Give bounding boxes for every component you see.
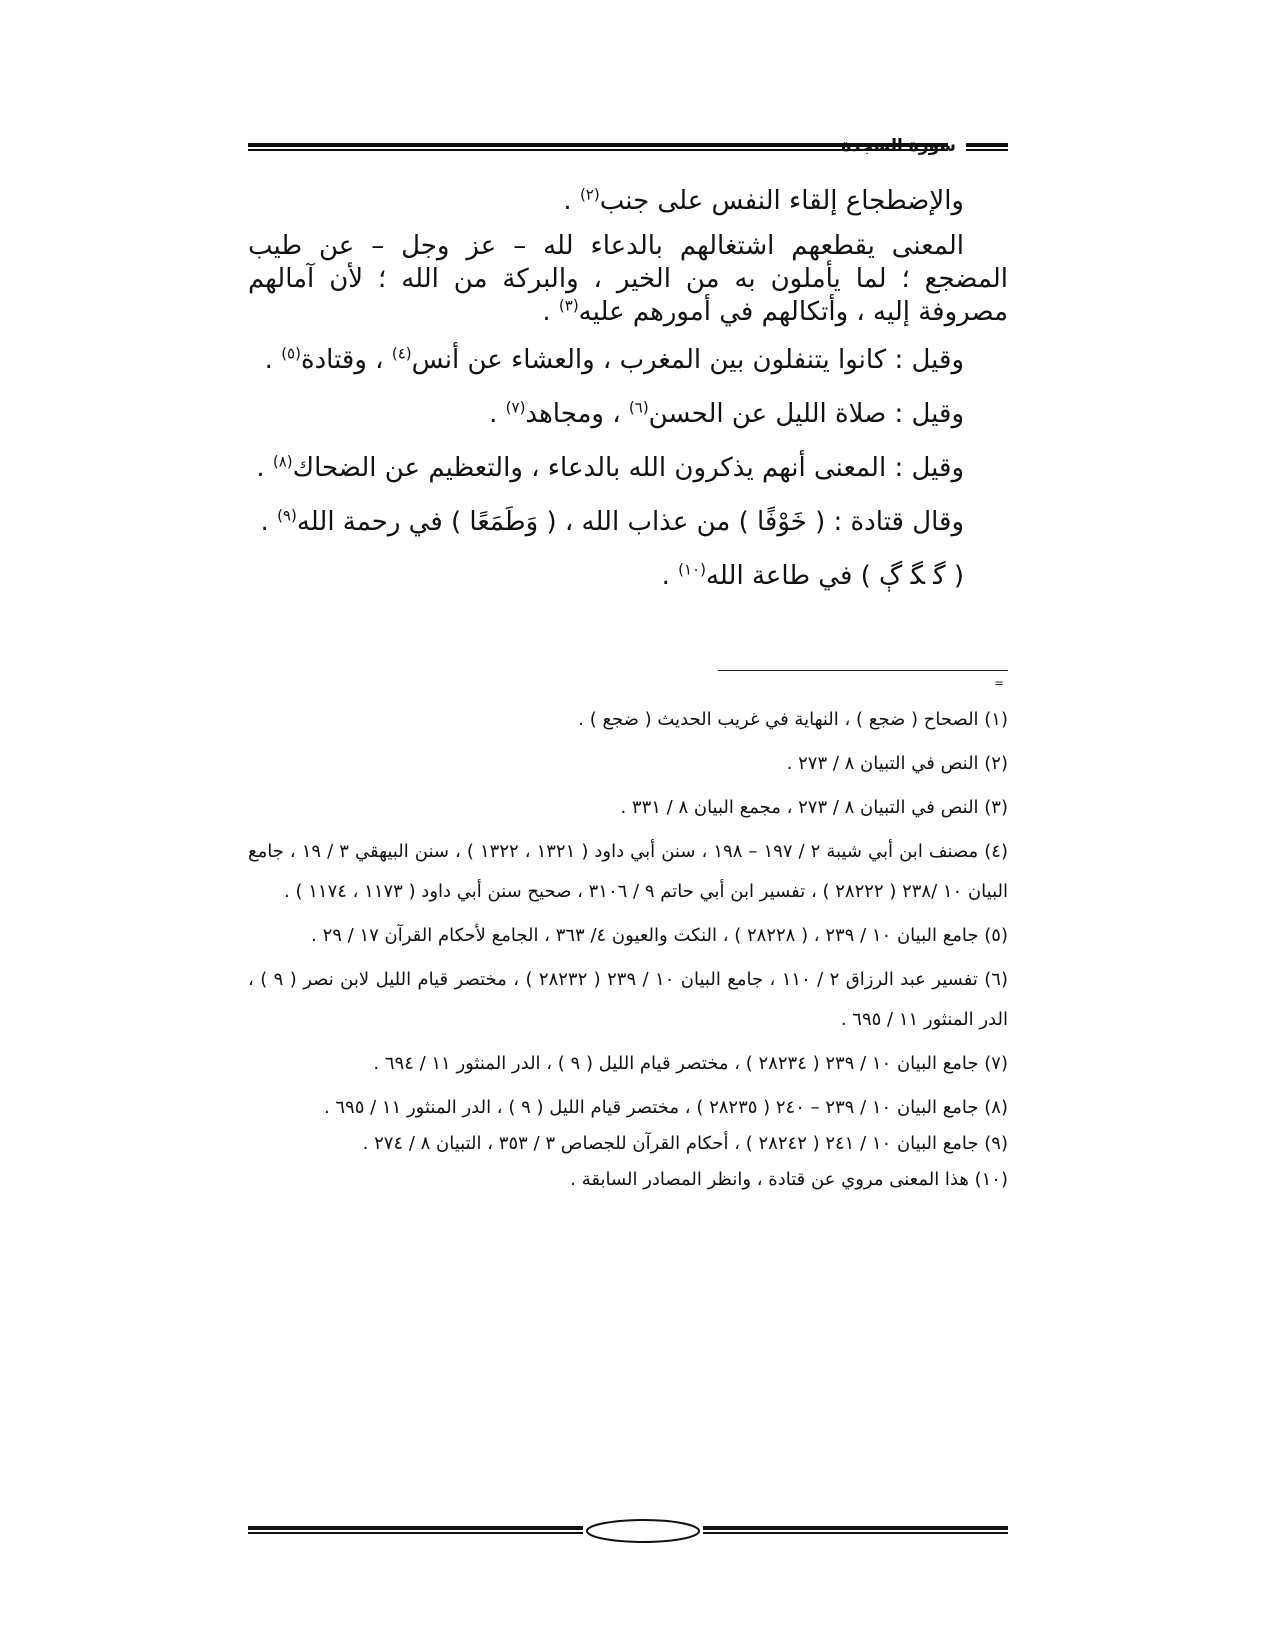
footnote-ref: (٢): [579, 185, 600, 204]
paragraph-4: وقيل : صلاة الليل عن الحسن$^{(٦)}$ ، ومجاهد$^{(٧)}$ .: [489, 398, 964, 429]
footnotes: [248, 700, 1008, 1204]
footnote-ref: (٧): [505, 398, 526, 417]
header-rule-short: [966, 143, 1008, 151]
footnote-7: (٧) جامع البيان ١٠ / ٢٣٩ ( ٢٨٢٣٤ ) ، مختصر قيام الليل ( ٩ ) ، الدر المنثور ١١ / ٦٩٤ .: [373, 1053, 1008, 1074]
paragraph-7: ( ﮔ ﮕ ﮖ ) في طاعة الله$^{(١٠)}$ .: [661, 560, 964, 591]
main-text: [248, 180, 1008, 609]
footnote-ref: (٥): [281, 344, 301, 363]
footnote-1: (١) الصحاح ( ضجع ) ، النهاية في غريب الحديث ( ضجع ) .: [578, 709, 1008, 730]
footnote-5: (٥) جامع البيان ١٠ / ٢٣٩ ، ( ٢٨٢٢٨ ) ، النكت والعيون ٤/ ٣٦٣ ، الجامع لأحكام القرآن ١٧ / ٢٩ .: [311, 925, 1008, 946]
bottom-rule-right: [703, 1526, 1008, 1534]
page-number-oval-icon: [583, 1518, 703, 1544]
header-rule-long: [248, 143, 948, 151]
footnote-8: (٨) جامع البيان ١٠ / ٢٣٩ – ٢٤٠ ( ٢٨٢٣٥ ) ، مختصر قيام الليل ( ٩ ) ، الدر المنثور ١١ / ٦٩٥ .: [323, 1097, 1008, 1118]
footnote-10: (١٠) هذا المعنى مروي عن قتادة ، وانظر المصادر السابقة .: [570, 1169, 1008, 1190]
paragraph-6: وقال قتادة : ( خَوْفًا ) من عذاب الله ، ( وَطَمَعًا ) في رحمة الله$^{(٩)}$ .: [260, 506, 964, 537]
bottom-ornament: [248, 1518, 1008, 1548]
footnote-ref: (١٠): [678, 560, 706, 579]
footnote-9: (٩) جامع البيان ١٠ / ٢٤١ ( ٢٨٢٤٢ ) ، أحكام القرآن للجصاص ٣ / ٣٥٣ ، التبيان ٨ / ٢٧٤ .: [362, 1133, 1008, 1154]
bottom-rule-left: [248, 1526, 583, 1534]
footnote-ref: (٦): [628, 398, 649, 417]
paragraph-3: وقيل : كانوا يتنفلون بين المغرب ، والعشاء عن أنس$^{(٤)}$ ، وقتادة$^{(٥)}$ .: [264, 344, 964, 375]
footnote-ref: (٨): [272, 452, 293, 471]
footnote-ref: (٣): [558, 296, 579, 315]
footnote-2: (٢) النص في التبيان ٨ / ٢٧٣ .: [786, 753, 1008, 774]
footnote-continuation-mark: =: [994, 676, 1005, 690]
paragraph-2: المعنى يقطعهم اشتغالهم بالدعاء لله – عز وجل – عن طيب المضجع ؛ لما يأملون به من الخير ، والبركة من الله ؛ لأن آمالهم مصروفة إليه ، وأتكالهم في أمورهم عليه$^{(٣)}$ .: [248, 231, 1008, 327]
paragraph-1: والإضطجاع إلقاء النفس على جنب$^{(٢)}$ .: [563, 185, 964, 216]
footnote-ref: (٤): [391, 344, 412, 363]
footnote-6: (٦) تفسير عبد الرزاق ٢ / ١١٠ ، جامع البيان ١٠ / ٢٣٩ ( ٢٨٢٣٢ ) ، مختصر قيام الليل لابن نصر ( ٩ ) ، الدر المنثور ١١ / ٦٩٥ .: [248, 969, 1008, 1030]
footnote-separator: [718, 670, 1008, 671]
footnote-4: (٤) مصنف ابن أبي شيبة ٢ / ١٩٧ – ١٩٨ ، سنن أبي داود ( ١٣٢١ ، ١٣٢٢ ) ، سنن البيهقي ٣ / ١٩ ، جامع البيان ١٠ /٢٣٨ ( ٢٨٢٢٢ ) ، تفسير ابن أبي حاتم ٩ / ٣١٠٦ ، صحيح سنن أبي داود ( ١١٧٣ ، ١١٧٤ ) .: [248, 841, 1008, 902]
page-header: [248, 136, 1008, 162]
paragraph-5: وقيل : المعنى أنهم يذكرون الله بالدعاء ، والتعظيم عن الضحاك$^{(٨)}$ .: [256, 452, 964, 483]
footnote-3: (٣) النص في التبيان ٨ / ٢٧٣ ، مجمع البيان ٨ / ٣٣١ .: [620, 797, 1008, 818]
surah-title: سورة السجدة: [841, 136, 956, 156]
footnote-ref: (٩): [277, 506, 297, 525]
